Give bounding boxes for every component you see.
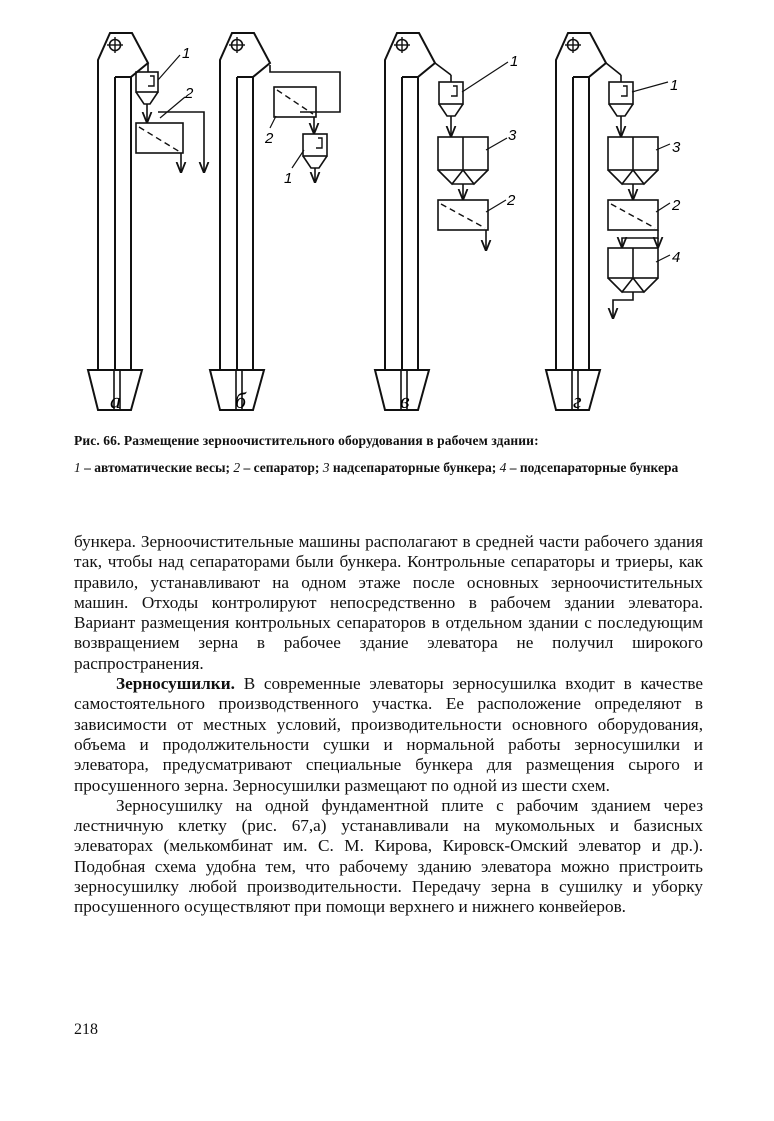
callout-g-1: 1	[670, 77, 679, 94]
legend-text-4: – подсепараторные бункера	[506, 460, 679, 475]
legend-num-4: 4	[499, 460, 507, 475]
body-text	[74, 532, 703, 918]
paragraph-3: Зерносушилку на одной фундаментной плите с рабочим зданием через лестничную клетку (рис. 67,а) устанавливали на мукомольных и базисных элеваторах (мелькомбинат им. С. М. Кирова, Кировск-Омский элеватор и др.). Подобная схема удобна тем, что рабочему зданию элеватора можно пристроить зерносушилку любой производительности. Передачу зерна в сушилку и уборку просушенного осуществляют при помощи верхнего и нижнего конвейеров.	[74, 795, 703, 917]
paragraph-1: бункера. Зерноочистительные машины располагают в средней части рабочего здания так, чтобы над сепараторами были бункера. Контрольные сепараторы и триеры, как правило, устанавливают на одном этаже после основных зерноочистительных машин. Отходы контролируют непосредственно в рабочем здании элеватора. Вариант размещения контрольных сепараторов в отдельном здании с последующим возвращением зерна в рабочее здание элеватора не получил широкого распространения.	[74, 532, 703, 673]
callout-a-1: 1	[182, 45, 191, 62]
callout-a-2: 2	[185, 85, 194, 102]
callout-g-2: 2	[672, 197, 681, 214]
callout-v-1: 1	[510, 53, 519, 70]
figure-caption-title: Рис. 66. Размещение зерноочистительного оборудования в рабочем здании:	[74, 433, 539, 448]
panel-a	[88, 33, 204, 413]
legend-text-2: – сепаратор;	[240, 460, 323, 475]
panel-label-g: г	[573, 388, 582, 413]
callout-b-1: 1	[284, 170, 293, 187]
section-heading-grain-dryers: Зерносушилки.	[116, 674, 235, 694]
paragraph-2-text: В современные элеваторы зерносушилка входит в качестве самостоятельного производственного участка. Ее расположение определяют в зависимости от местных условий, производительности основного оборудования, объема и продолжительности сушки и нормальной работы зерносушилки и элеватора, предусматривают специальные бункера для размещения сырого и просушенного зерна. Зерносушилки размещают по одной из шести схем.	[74, 674, 703, 795]
callout-v-3: 3	[508, 127, 517, 144]
legend-text-1: – автоматические весы;	[80, 460, 234, 475]
panel-g	[546, 33, 681, 413]
figure-66-diagram	[0, 0, 774, 430]
page-number: 218	[74, 1021, 98, 1038]
panel-label-v: в	[400, 388, 410, 413]
legend-num-2: 2	[233, 460, 241, 475]
callout-g-4: 4	[672, 249, 681, 266]
callout-v-2: 2	[507, 192, 516, 209]
figure-caption-legend	[74, 459, 702, 476]
panel-label-a: а	[110, 388, 121, 413]
legend-num-3: 3	[322, 460, 330, 475]
callout-g-3: 3	[672, 139, 681, 156]
panel-b	[210, 33, 340, 413]
legend-text-3: надсепараторные бункера;	[329, 460, 500, 475]
panel-v	[375, 33, 518, 413]
callout-b-2: 2	[265, 130, 274, 147]
legend-num-1: 1	[74, 460, 81, 475]
paragraph-2	[74, 674, 703, 796]
panel-label-b: б	[235, 388, 247, 413]
